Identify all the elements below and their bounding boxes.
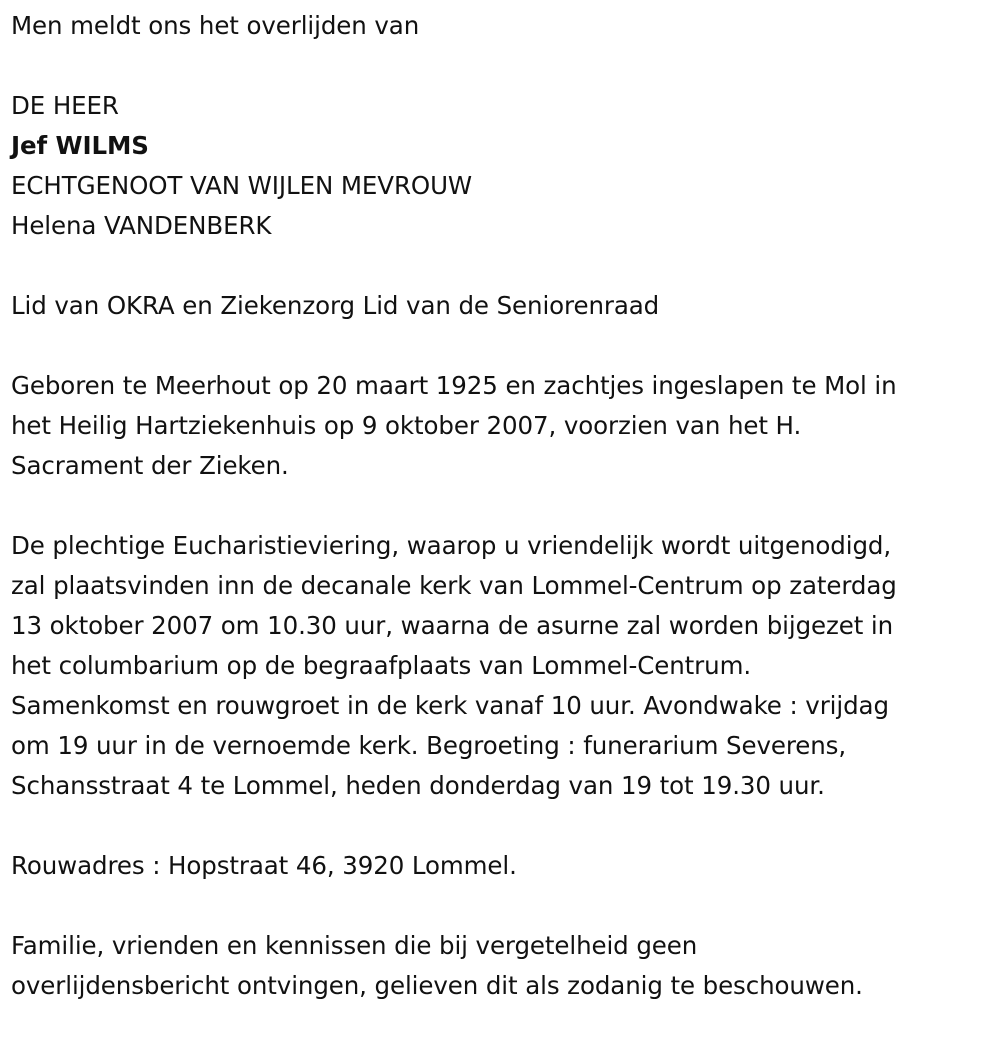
deceased-name: Jef WILMS [11,131,149,160]
honorific: DE HEER [11,91,119,120]
birth-death-paragraph [11,366,1000,486]
closing-paragraph [11,926,1000,1006]
paragraph-line: Schansstraat 4 te Lommel, heden donderdag van 19 tot 19.30 uur. [11,771,825,800]
paragraph-line: Sacrament der Zieken. [11,451,289,480]
paragraph-line: om 19 uur in de vernoemde kerk. Begroeting : funerarium Severens, [11,731,847,760]
spacer [11,326,1000,366]
paragraph-line: overlijdensbericht ontvingen, gelieven dit als zodanig te beschouwen. [11,971,863,1000]
spouse-name: Helena VANDENBERK [11,211,272,240]
spacer [11,486,1000,526]
ceremony-paragraph [11,526,1000,806]
spacer [11,806,1000,846]
paragraph-line: De plechtige Eucharistieviering, waarop u vriendelijk wordt uitgenodigd, [11,531,892,560]
paragraph-line: Familie, vrienden en kennissen die bij vergetelheid geen [11,931,698,960]
paragraph-line: het Heilig Hartziekenhuis op 9 oktober 2007, voorzien van het H. [11,411,802,440]
relation-text: ECHTGENOOT VAN WIJLEN MEVROUW [11,171,473,200]
paragraph-line: zal plaatsvinden inn de decanale kerk van Lommel-Centrum op zaterdag [11,571,897,600]
mourning-address: Rouwadres : Hopstraat 46, 3920 Lommel. [11,851,517,880]
paragraph-line: het columbarium op de begraafplaats van Lommel-Centrum. [11,651,752,680]
paragraph-line: Geboren te Meerhout op 20 maart 1925 en zachtjes ingeslapen te Mol in [11,371,897,400]
membership-text: Lid van OKRA en Ziekenzorg Lid van de Seniorenraad [11,291,660,320]
paragraph-line: Samenkomst en rouwgroet in de kerk vanaf 10 uur. Avondwake : vrijdag [11,691,889,720]
spacer [11,886,1000,926]
paragraph-line: 13 oktober 2007 om 10.30 uur, waarna de asurne zal worden bijgezet in [11,611,894,640]
intro-text: Men meldt ons het overlijden van [11,11,420,40]
spacer [11,46,1000,86]
spacer [11,246,1000,286]
